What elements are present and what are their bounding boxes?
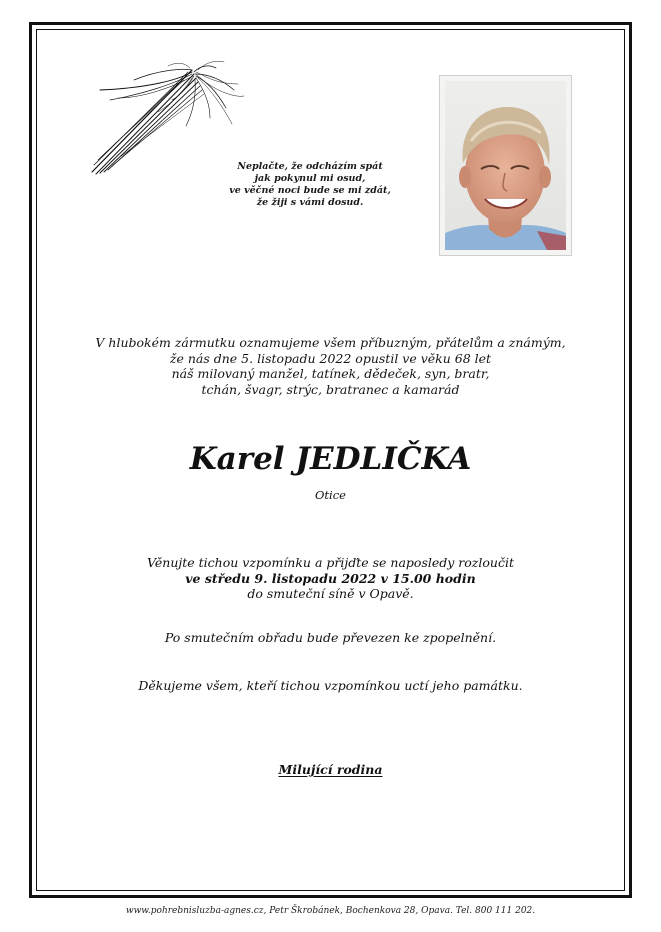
footer-contact: www.pohrebnisluzba-agnes.cz, Petr Škrobánek, Bochenkova 28, Opava. Tel. 800 111 202. [125, 906, 536, 916]
family-signature-text: Milující rodina [278, 762, 383, 777]
portrait-frame [439, 75, 572, 256]
poem-line: že žiji s vámi dosud. [256, 197, 364, 208]
funeral-location: do smuteční síně v Opavě. [247, 586, 414, 601]
poem-line: ve věčné noci bude se mi zdát, [229, 185, 391, 196]
poem-line: Neplačte, že odcházím spát [237, 161, 383, 172]
funeral-line: Věnujte tichou vzpomínku a přijďte se naposledy rozloučit [147, 555, 514, 570]
deceased-place: Otice [315, 488, 346, 502]
family-signature [60, 762, 601, 778]
funeral-info [60, 555, 601, 602]
poem-line: jak pokynul mi osud, [254, 173, 366, 184]
poem [215, 161, 405, 209]
deceased-name: Karel JEDLIČKA [189, 441, 472, 477]
announcement-line: náš milovaný manžel, tatínek, dědeček, syn, bratr, [171, 366, 490, 381]
announcement-line: že nás dne 5. listopadu 2022 opustil ve věku 68 let [169, 350, 492, 366]
announcement-line: V hlubokém zármutku oznamujeme všem příbuzným, přátelům a známým, [95, 335, 566, 350]
cremation-note: Po smutečním obřadu bude převezen ke zpopelnění. [164, 630, 497, 645]
portrait-photo [445, 81, 566, 250]
funeral-date: ve středu 9. listopadu 2022 v 15.00 hodin [185, 570, 476, 586]
announcement-line: tchán, švagr, strýc, bratranec a kamarád [201, 381, 460, 397]
announcement-text [60, 335, 601, 397]
thanks-note: Děkujeme všem, kteří tichou vzpomínkou uctí jeho památku. [138, 678, 523, 693]
